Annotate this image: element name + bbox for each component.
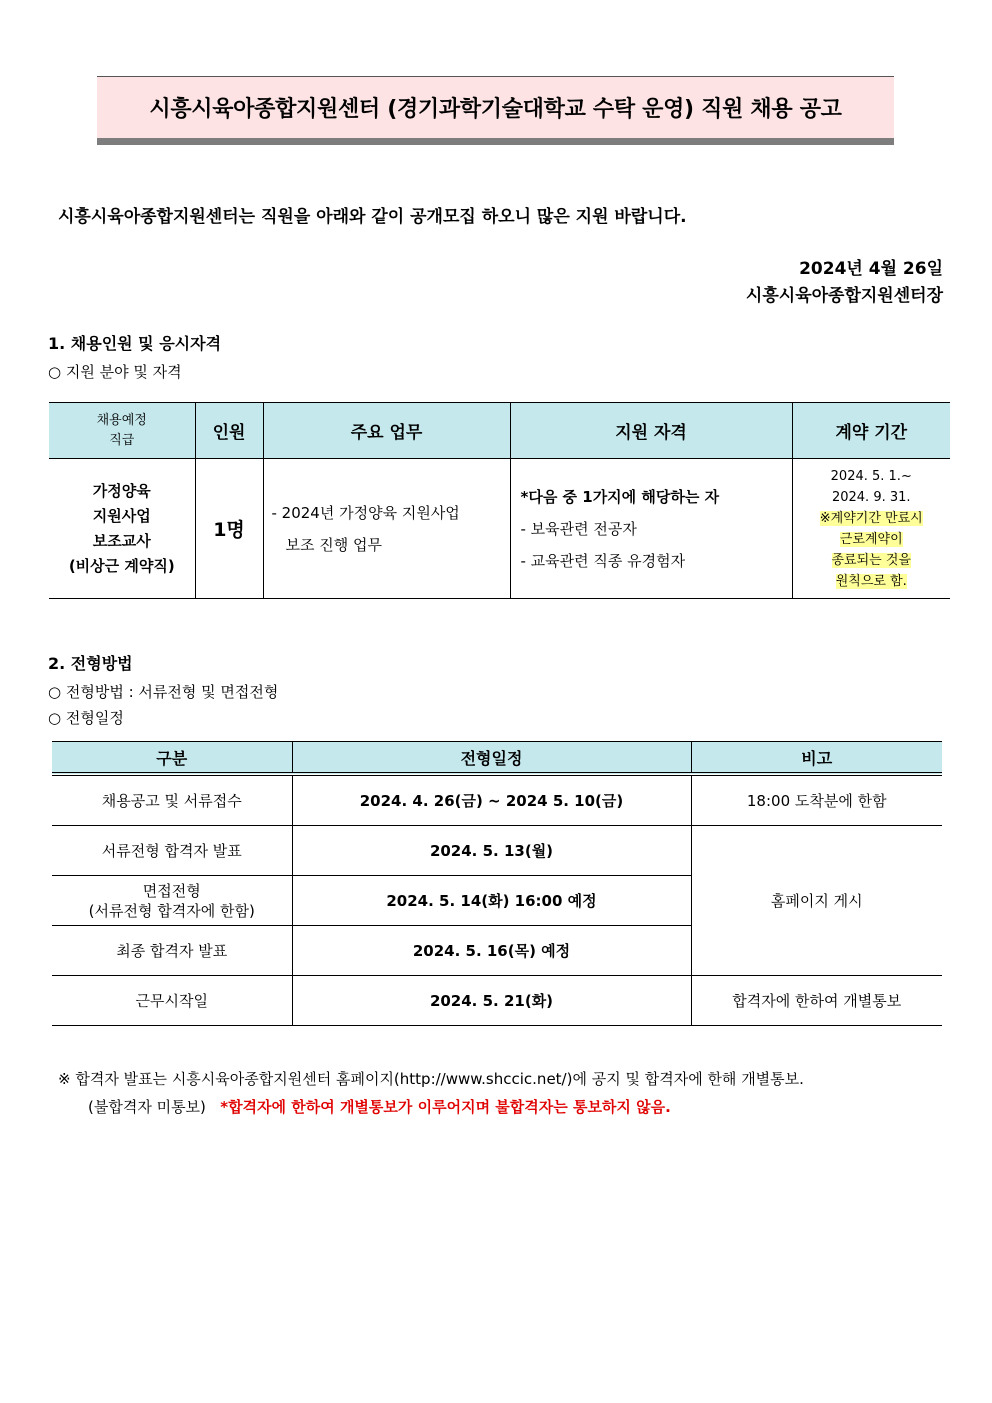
schedule-row: 채용공고 및 서류접수 2024. 4. 26(금) ~ 2024 5. 10(금) 18:00 도착분에 한함 — [52, 774, 942, 826]
footnote-line2: (불합격자 미통보) *합격자에 한하여 개별통보가 이루어지며 불합격자는 통보하지 않음. — [88, 1098, 671, 1116]
header-period: 계약 기간 — [792, 403, 950, 459]
section2-bullet-schedule: ○ 전형일정 — [48, 709, 124, 727]
header-qualification: 지원 자격 — [510, 403, 792, 459]
homepage-notice-cell: 홈페이지 게시 — [691, 826, 942, 976]
recruitment-table-row — [49, 459, 950, 599]
footnote-red-notice: *합격자에 한하여 개별통보가 이루어지며 불합격자는 통보하지 않음. — [220, 1098, 671, 1116]
header-count: 인원 — [195, 403, 263, 459]
section2-heading: 2. 전형방법 — [48, 654, 133, 673]
title-underline-bar — [97, 138, 894, 145]
header-position: 채용예정 직급 — [49, 403, 195, 459]
footnote-line1: ※ 합격자 발표는 시흥시육아종합지원센터 홈페이지(http://www.shccic.net/)에 공지 및 합격자에 한해 개별통보. — [58, 1070, 804, 1088]
schedule-row: 서류전형 합격자 발표 2024. 5. 13(월) 홈페이지 게시 — [52, 826, 942, 876]
recruitment-table-header — [49, 403, 950, 459]
section2-bullet-method: ○ 전형방법 : 서류전형 및 면접전형 — [48, 683, 279, 701]
date-block — [746, 256, 943, 310]
schedule-table-header — [52, 742, 942, 775]
position-cell: 가정양육 지원사업 보조교사 (비상근 계약직) — [49, 459, 195, 599]
schedule-row: 근무시작일 2024. 5. 21(화) 합격자에 한하여 개별통보 — [52, 976, 942, 1026]
header-duty: 주요 업무 — [263, 403, 510, 459]
section1-heading: 1. 채용인원 및 응시자격 — [48, 334, 222, 353]
count-cell: 1명 — [195, 459, 263, 599]
footnote — [58, 1065, 804, 1121]
period-note: ※계약기간 만료시 — [819, 510, 923, 526]
issuer-name: 시흥시육아종합지원센터장 — [745, 286, 943, 306]
duty-cell: - 2024년 가정양육 지원사업 보조 진행 업무 — [263, 459, 510, 599]
recruitment-table — [49, 402, 950, 599]
header-note: 비고 — [691, 742, 942, 775]
notice-title — [97, 76, 894, 138]
schedule-table — [52, 741, 942, 1026]
schedule-row: 최종 합격자 발표 2024. 5. 16(목) 예정 — [52, 926, 942, 976]
period-cell: 2024. 5. 1.~ 2024. 9. 31. ※계약기간 만료시 근로계약이 종료되는 것을 원칙으로 함. — [792, 459, 950, 599]
header-schedule: 전형일정 — [292, 742, 691, 775]
notice-date: 2024년 4월 26일 — [799, 259, 943, 279]
intro-text: 시흥시육아종합지원센터는 직원을 아래와 같이 공개모집 하오니 많은 지원 바랍니다. — [58, 207, 687, 227]
notice-title-text: 시흥시육아종합지원센터 (경기과학기술대학교 수탁 운영) 직원 채용 공고 — [149, 97, 842, 122]
header-category: 구분 — [52, 742, 292, 775]
schedule-row: 면접전형 (서류전형 합격자에 한함) 2024. 5. 14(화) 16:00 예정 — [52, 876, 942, 926]
section1-bullet: ○ 지원 분야 및 자격 — [48, 363, 182, 381]
qualification-cell: *다음 중 1가지에 해당하는 자 - 보육관련 전공자 - 교육관련 직종 유경험자 — [510, 459, 792, 599]
